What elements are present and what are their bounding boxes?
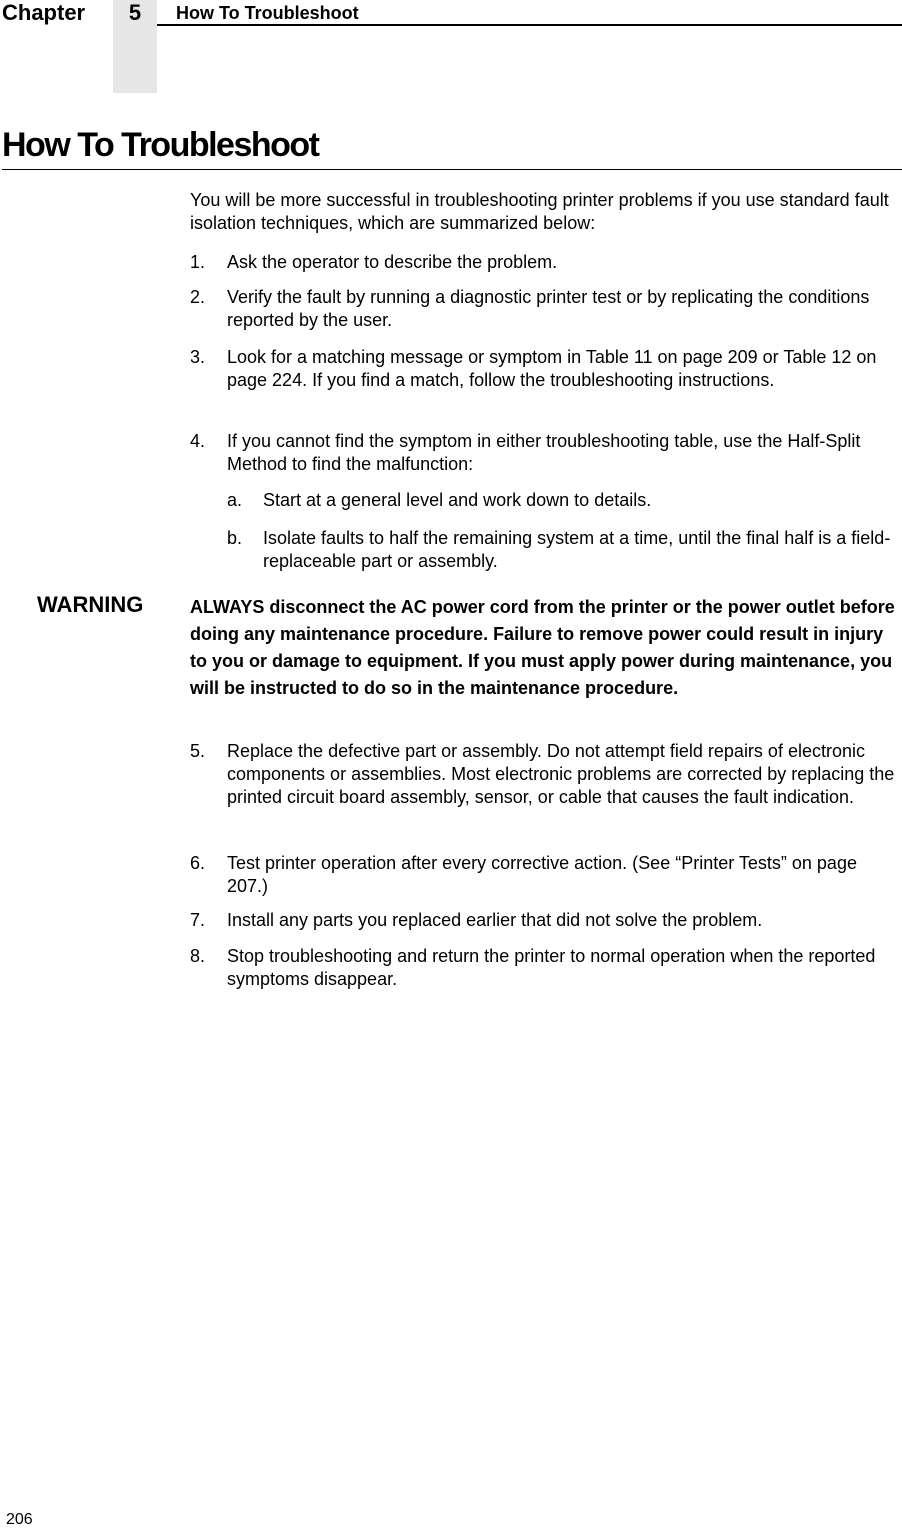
list-item-number: 5. bbox=[190, 741, 206, 761]
list-item-text: Replace the defective part or assembly. Do not attempt field repairs of electronic components or assemblies. Most electronic problems are corrected by replacing the printed circuit board assembly, sensor, or cable that causes the fault indication. bbox=[227, 741, 895, 807]
list-item-number: 1. bbox=[190, 252, 206, 272]
intro-paragraph: You will be more successful in troubleshooting printer problems if you use standard fault isolation techniques, which are summarized below: bbox=[190, 190, 889, 233]
page-title: How To Troubleshoot bbox=[2, 126, 319, 164]
page-number: 206 bbox=[6, 1511, 33, 1528]
list-item-text: Stop troubleshooting and return the printer to normal operation when the reported symptoms disappear. bbox=[227, 946, 876, 989]
list-item bbox=[190, 286, 900, 332]
list-item-number: 4. bbox=[190, 431, 206, 451]
running-header-title: How To Troubleshoot bbox=[176, 3, 359, 23]
sub-list-item bbox=[227, 527, 900, 573]
list-item-number: 7. bbox=[190, 910, 206, 930]
chapter-tab bbox=[113, 0, 157, 93]
chapter-label: Chapter bbox=[2, 0, 86, 25]
list-item bbox=[190, 852, 900, 898]
list-item bbox=[190, 740, 900, 809]
sub-list-item-letter: b. bbox=[227, 528, 243, 548]
header-rule bbox=[157, 24, 902, 26]
title-rule bbox=[2, 169, 902, 170]
list-item-text: Ask the operator to describe the problem. bbox=[227, 252, 558, 272]
list-item-number: 8. bbox=[190, 946, 206, 966]
list-item bbox=[190, 945, 900, 991]
list-item-number: 6. bbox=[190, 853, 206, 873]
list-item bbox=[190, 430, 900, 476]
list-item bbox=[190, 251, 900, 274]
list-item-text: Verify the fault by running a diagnostic printer test or by replicating the conditions reported by the user. bbox=[227, 287, 870, 330]
sub-list-item-letter: a. bbox=[227, 490, 243, 510]
sub-list-item-text: Isolate faults to half the remaining system at a time, until the final half is a field-replaceable part or assembly. bbox=[263, 528, 891, 571]
list-item-text: Install any parts you replaced earlier that did not solve the problem. bbox=[227, 910, 763, 930]
warning-text: ALWAYS disconnect the AC power cord from the printer or the power outlet before doing any maintenance procedure. Failure to remove power could result in injury to you or damage to equipment. If you must apply power during maintenance, you will be instructed to do so in the maintenance procedure. bbox=[190, 597, 895, 698]
list-item-number: 2. bbox=[190, 287, 206, 307]
chapter-number: 5 bbox=[128, 0, 142, 25]
list-item bbox=[190, 346, 900, 392]
list-item-text: Test printer operation after every corrective action. (See “Printer Tests” on page 207.) bbox=[227, 853, 857, 896]
sub-list-item-text: Start at a general level and work down to details. bbox=[263, 490, 652, 510]
list-item-text: If you cannot find the symptom in either troubleshooting table, use the Half-Split Method to find the malfunction: bbox=[227, 431, 861, 474]
warning-label: WARNING bbox=[37, 592, 144, 617]
list-item-text: Look for a matching message or symptom in Table 11 on page 209 or Table 12 on page 224. If you find a match, follow the troubleshooting instructions. bbox=[227, 347, 877, 390]
sub-list-item bbox=[227, 489, 900, 512]
list-item bbox=[190, 909, 900, 932]
list-item-number: 3. bbox=[190, 347, 206, 367]
